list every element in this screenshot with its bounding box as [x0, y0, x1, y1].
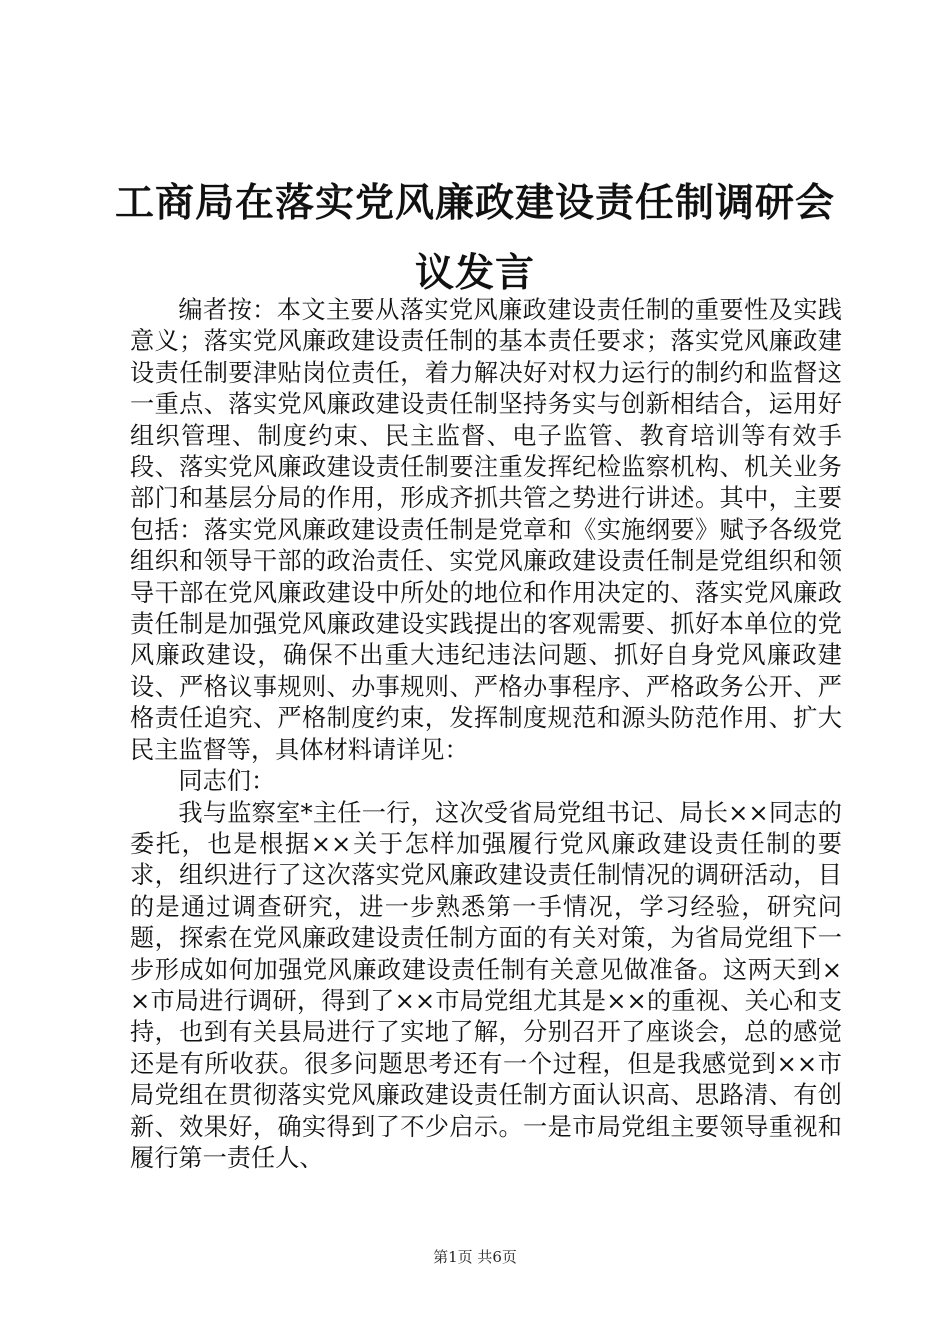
speech-paragraph: 我与监察室*主任一行，这次受省局党组书记、局长××同志的委托，也是根据××关于怎样加强履行党风廉政建设责任制的要求，组织进行了这次落实党风廉政建设责任制情况的调研活动，目的是通过调查研究，进一步熟悉第一手情况，学习经验，研究问题，探索在党风廉政建设责任制方面的有关对策，为省局党组下一步形成如何加强党风廉政建设责任制有关意见做准备。这两天到××市局进行调研，得到了××市局党组尤其是××的重视、关心和支持，也到有关县局进行了实地了解，分别召开了座谈会，总的感觉还是有所收获。很多问题思考还有一个过程，但是我感觉到××市局党组在贯彻落实党风廉政建设责任制方面认识高、思路清、有创新、效果好，确实得到了不少启示。一是市局党组主要领导重视和履行第一责任人、	[130, 798, 842, 1172]
editor-note-paragraph: 编者按：本文主要从落实党风廉政建设责任制的重要性及实践意义；落实党风廉政建设责任制的基本责任要求；落实党风廉政建设责任制要津贴岗位责任，着力解决好对权力运行的制约和监督这一重点、落实党风廉政建设责任制坚持务实与创新相结合，运用好组织管理、制度约束、民主监督、电子监管、教育培训等有效手段、落实党风廉政建设责任制要注重发挥纪检监察机构、机关业务部门和基层分局的作用，形成齐抓共管之势进行讲述。其中，主要包括：落实党风廉政建设责任制是党章和《实施纲要》赋予各级党组织和领导干部的政治责任、实党风廉政建设责任制是党组织和领导干部在党风廉政建设中所处的地位和作用决定的、落实党风廉政责任制是加强党风廉政建设实践提出的客观需要、抓好本单位的党风廉政建设，确保不出重大违纪违法问题、抓好自身党风廉政建设、严格议事规则、办事规则、严格办事程序、严格政务公开、严格责任追究、严格制度约束，发挥制度规范和源头防范作用、扩大民主监督等，具体材料请详见：	[130, 296, 842, 764]
page-number-footer: 第1页 共6页	[433, 1248, 517, 1266]
salutation-paragraph: 同志们：	[178, 767, 276, 796]
document-title: 工商局在落实党风廉政建设责任制调研会议发言	[114, 180, 835, 296]
document-body	[130, 295, 842, 1174]
